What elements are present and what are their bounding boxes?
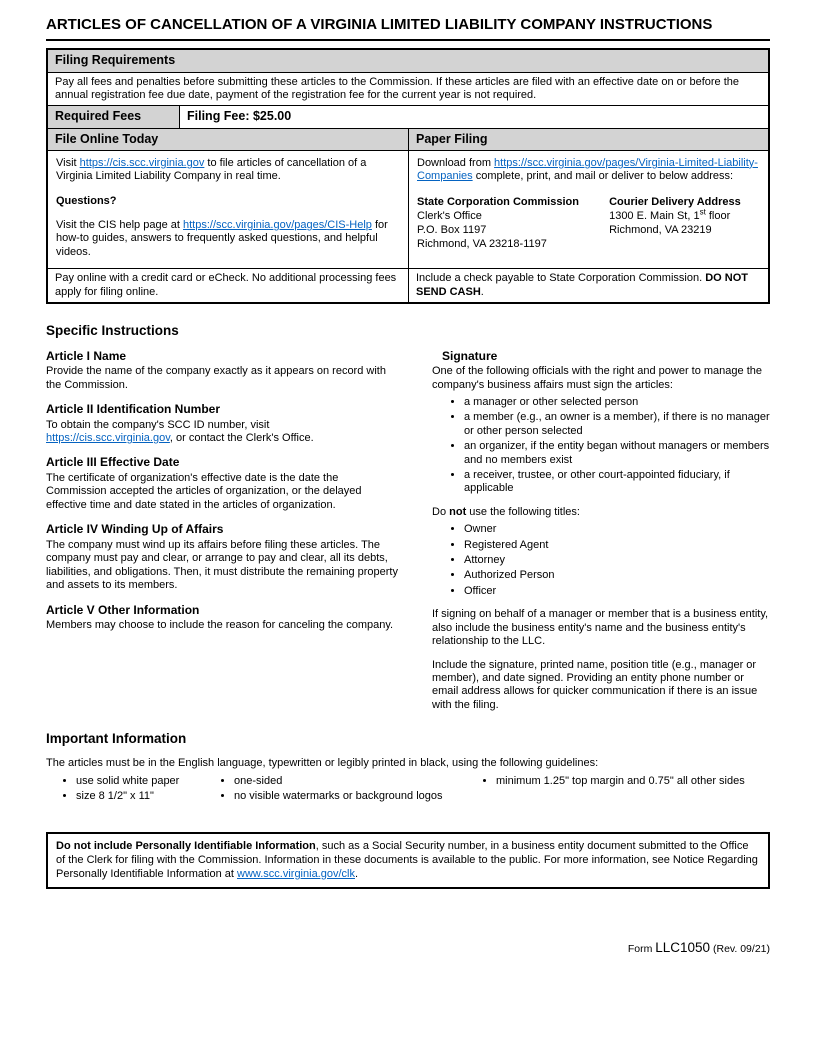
specific-instructions-columns [46,349,770,713]
list-item: • an organizer, if the entity began without managers or members and no members exist [464,440,770,467]
guidelines-list-2 [214,775,476,804]
courier-address [609,195,760,251]
filing-table [46,48,770,304]
articles-column [46,349,398,713]
important-information-heading: Important Information [46,731,187,747]
online-visit-post: to file articles of cancellation of a Virginia Limited Liability Company in real time. [56,156,367,183]
filing-requirements-text-row [48,72,768,106]
article-2-text-pre: To obtain the company's SCC ID number, visit [46,418,270,431]
courier-address-line [609,209,760,223]
guidelines-list-3 [476,775,770,788]
paper-download-paragraph [417,157,760,184]
online-visit-paragraph [56,157,400,184]
pay-online-note: Pay online with a credit card or eCheck. No additional processing fees apply for filing online. [55,272,397,298]
signature-intro: One of the following officials with the right and power to manage the company's business affairs must sign the articles: [432,365,762,391]
pii-text: , such as a Social Security number, in a business entity document submitted to the Office of the Clerk for filing with the Commission. Information in these documents is available to the public. For more information, see Notice Regarding Personally Identifiable Information at [56,839,758,880]
article-4-section [46,522,398,592]
paper-download-pre: Download from [417,156,495,169]
donot-emphasis: not [449,505,467,518]
filing-method-content-row [48,150,768,268]
filing-method-header-row [48,128,768,150]
courier-street-post: floor [705,209,731,222]
list-item: • Authorized Person [464,569,770,582]
donot-post: use the following titles: [466,505,580,518]
article-1-section [46,349,398,392]
required-fees-row [48,105,768,127]
paper-guidelines-columns [46,775,770,806]
article-4-title: Article IV Winding Up of Affairs [46,522,224,537]
guidelines-column-1 [56,775,214,806]
courier-address-line: Richmond, VA 23219 [609,223,712,236]
cis-help-link[interactable]: https://scc.virginia.gov/pages/CIS-Help [183,219,372,232]
paper-download-post: complete, print, and mail or deliver to below address: [472,170,734,183]
article-2-text [46,419,398,446]
article-2-section [46,402,398,445]
list-item: • Owner [464,523,770,536]
filing-requirements-header: Filing Requirements [48,50,768,71]
document-title: ARTICLES OF CANCELLATION OF A VIRGINIA LIMITED LIABILITY COMPANY INSTRUCTIONS [46,16,770,41]
filing-requirements-header-row [48,50,768,71]
scc-address-line: Clerk's Office [417,209,482,222]
guidelines-column-3 [476,775,770,806]
signature-column [432,349,770,713]
cis-scc-link-2[interactable]: https://cis.scc.virginia.gov [46,432,170,445]
article-5-text: Members may choose to include the reason for canceling the company. [46,619,394,632]
signature-heading: Signature [442,348,498,363]
courier-address-title: Courier Delivery Address [609,195,741,208]
form-footer [628,940,770,956]
pii-notice-box [46,832,770,889]
guidelines-column-2 [214,775,476,806]
required-fees-label: Required Fees [48,106,179,127]
file-online-content [48,151,408,268]
filing-requirements-text: Pay all fees and penalties before submitting these articles to the Commission. If these articles are filed with an effective date on or before the annual registration fee due date, payment of the registration fee for the current year is not required. [55,75,740,101]
article-2-title: Article II Identification Number [46,402,221,417]
signature-contents-note: Include the signature, printed name, position title (e.g., manager or member), and date signed. Providing an entity phone number or email address allows for quicker communication if there is an issue with the filing. [432,658,758,711]
prohibited-titles-list [432,523,770,598]
check-note-end: . [480,285,484,298]
scc-address-line: P.O. Box 1197 [417,223,487,236]
specific-instructions-heading: Specific Instructions [46,323,179,339]
check-note-text: Include a check payable to State Corporation Commission. [416,272,706,285]
list-item: • Registered Agent [464,539,770,552]
article-3-section [46,455,398,512]
form-revision: (Rev. 09/21) [710,943,770,955]
list-item: • a manager or other selected person [464,396,770,409]
llc-forms-link[interactable]: https://scc.virginia.gov/pages/Virginia-Limited-Liability-Companies [417,156,758,183]
list-item: • a receiver, trustee, or other court-appointed fiduciary, if applicable [464,469,770,496]
scc-clk-link[interactable]: www.scc.virginia.gov/clk [237,867,355,880]
paper-filing-content [408,151,768,268]
authorized-signers-list [432,396,770,496]
article-5-title: Article V Other Information [46,602,200,617]
scc-address-line: Richmond, VA 23218-1197 [417,237,547,250]
article-2-text-post: , or contact the Clerk's Office. [169,432,314,445]
form-label: Form [627,943,656,955]
file-online-header: File Online Today [48,129,408,150]
online-help-post: for how-to guides, answers to frequently asked questions, and helpful videos. [56,219,388,258]
list-item: • minimum 1.25" top margin and 0.75" all other sides [496,775,770,788]
online-help-paragraph [56,219,400,259]
article-1-text: Provide the name of the company exactly as it appears on record with the Commission. [46,365,386,391]
paper-filing-header: Paper Filing [408,129,768,150]
form-number: LLC1050 [655,940,711,955]
list-item: • Officer [464,585,770,598]
ordinal-superscript: st [699,207,706,217]
list-item: • a member (e.g., an owner is a member), if there is no manager or other person selected [464,411,770,438]
business-entity-signing-note: If signing on behalf of a manager or member that is a business entity, also include the business entity's name and the business entity's relationship to the LLC. [432,608,769,648]
donot-titles-lead [432,506,770,519]
cis-scc-link[interactable]: https://cis.scc.virginia.gov [79,156,205,169]
list-item: • use solid white paper [76,775,214,788]
online-help-pre: Visit the CIS help page at [56,219,183,232]
pii-bold-lead: Do not include Personally Identifiable Information [56,839,316,852]
article-1-title: Article I Name [46,348,127,363]
article-4-text: The company must wind up its affairs before filing these articles. The company must pay and clear, or arrange to pay and clear, all its debts, liabilities, and obligations. Then, it must distribute the remaining property and assets to its members. [46,538,398,592]
list-item: • size 8 1/2" x 11" [76,790,214,803]
payment-notes-row [48,268,768,302]
filing-fee-value: Filing Fee: $25.00 [179,106,768,127]
online-visit-pre: Visit [56,156,80,169]
important-information-intro: The articles must be in the English language, typewritten or legibly printed in black, using the following guidelines: [46,756,599,769]
scc-mailing-address [417,195,609,251]
questions-label: Questions? [56,194,117,207]
scc-address-title: State Corporation Commission [417,195,579,208]
courier-street-pre: 1300 E. Main St, 1 [609,209,700,222]
pii-end: . [354,867,359,880]
check-note [408,269,768,302]
list-item: • one-sided [234,775,476,788]
article-3-text: The certificate of organization's effective date is the date the Commission accepted the articles of organization, or the delayed effective time and date stated in the articles of organization. [46,472,362,511]
guidelines-list-1 [56,775,214,804]
article-3-title: Article III Effective Date [46,455,180,470]
list-item: • Attorney [464,554,770,567]
no-cash-warning: DO NOT SEND CASH [416,272,748,298]
article-5-section [46,603,398,633]
donot-pre: Do [432,505,450,518]
list-item: • no visible watermarks or background logos [234,790,476,803]
mailing-addresses [417,195,760,251]
